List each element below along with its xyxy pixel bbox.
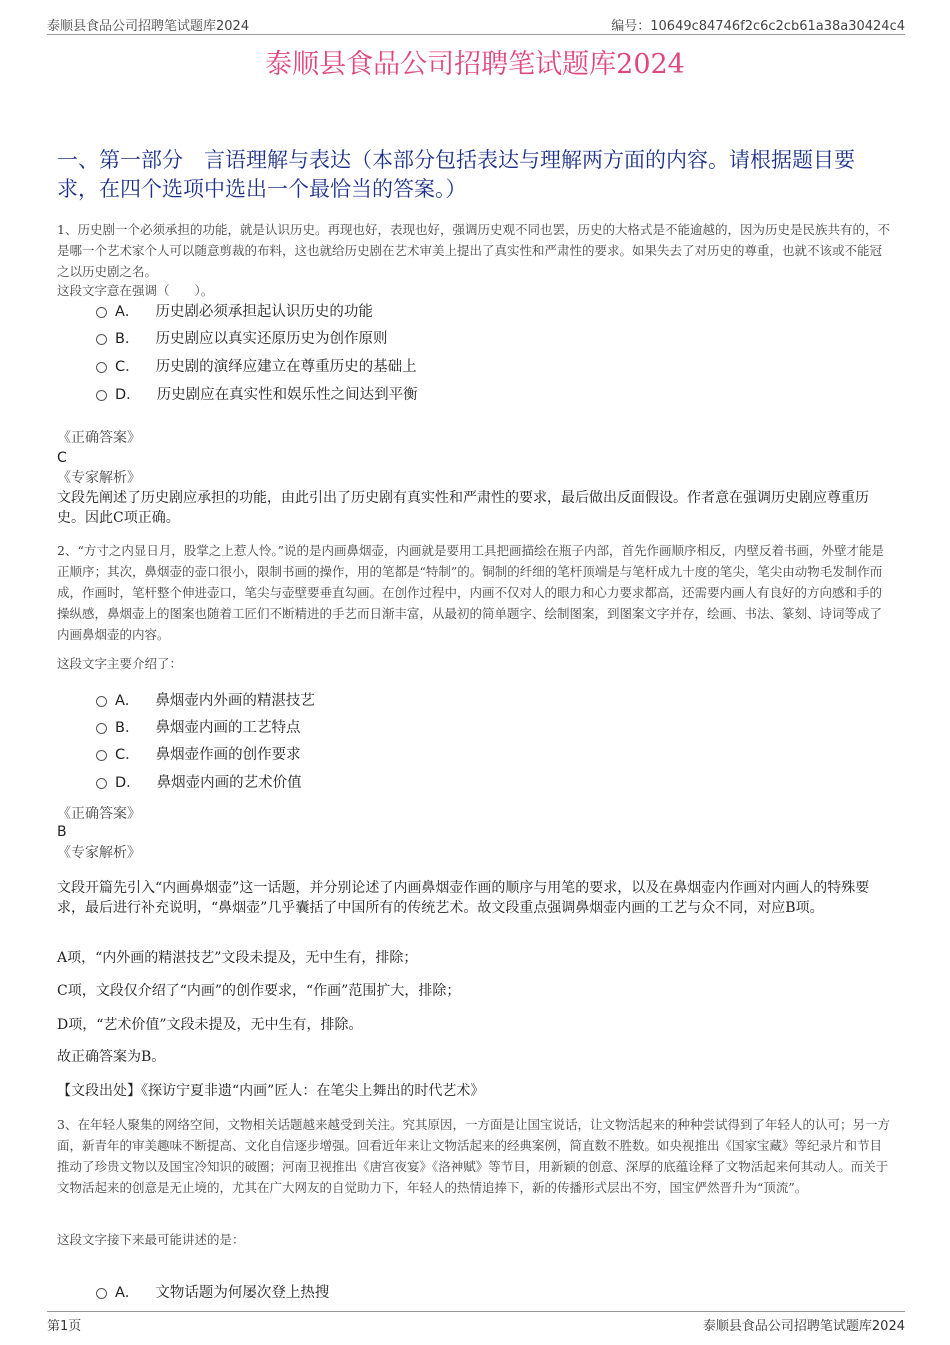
radio-icon[interactable] [96, 390, 107, 401]
page-header [47, 14, 905, 35]
option-text: 文物话题为何屡次登上热搜 [155, 1285, 330, 1301]
q1-analysis: 文段先阐述了历史剧应承担的功能，由此引出了历史剧有真实性和严肃性的要求，最后做出反面假设。作者意在强调历史剧应尊重历史。因此C项正确。 [57, 490, 869, 526]
q2-analysis: 文段开篇先引入“内画鼻烟壶”这一话题，并分别论述了内画鼻烟壶作画的顺序与用笔的要求，以及在鼻烟壶内作画对内画人的特殊要求，最后进行补充说明，“鼻烟壶”几乎囊括了中国所有的传统艺术。故文段重点强调鼻烟壶内画的工艺与众不同，对应B项。 [57, 880, 870, 916]
q2-option-a[interactable] [96, 690, 315, 712]
radio-icon[interactable] [96, 750, 107, 761]
q2-option-c[interactable] [96, 744, 301, 766]
q3-passage: 3、在年轻人聚集的网络空间，文物相关话题越来越受到关注。究其原因，一方面是让国宝说话，让文物活起来的种种尝试得到了年轻人的认可；另一方面，新青年的审美趣味不断提高、文化自信逐步增强。回看近年来让文物活起来的经典案例，简直数不胜数。如央视推出《国家宝藏》等纪录片和节目推动了珍贵文物以及国宝冷知识的破圈；河南卫视推出《唐宫夜宴》《洛神赋》等节目，用新颖的创意、深厚的底蕴诠释了文物活起来何其动人。而关于文物活起来的创意是无止境的，尤其在广大网友的自觉助力下，年轻人的热情追捧下，新的传播形式层出不穷，国宝俨然晋升为“顶流”。 [57, 1117, 890, 1195]
page-number: 第1页 [47, 1319, 82, 1334]
q2-answer: B [57, 824, 67, 840]
option-text: 历史剧应以真实还原历史为创作原则 [155, 331, 388, 347]
footer-doc-title: 泰顺县食品公司招聘笔试题库2024 [702, 1319, 905, 1334]
option-letter: C． [115, 747, 140, 763]
radio-icon[interactable] [96, 696, 107, 707]
option-letter: D． [115, 387, 141, 403]
option-text: 鼻烟壶内外画的精湛技艺 [155, 693, 315, 709]
q2-option-a-analysis: A项，“内外画的精湛技艺”文段未提及，无中生有，排除； [57, 950, 418, 966]
q3-option-a[interactable] [96, 1282, 329, 1304]
section-heading: 一、第一部分 言语理解与表达（本部分包括表达与理解两方面的内容。请根据题目要求，在四个选项中选出一个最恰当的答案。） [57, 148, 855, 201]
radio-icon[interactable] [96, 723, 107, 734]
q2-option-d[interactable] [96, 772, 302, 794]
q2-source: 【文段出处】《探访宁夏非遗“内画”匠人：在笔尖上舞出的时代艺术》 [57, 1083, 485, 1099]
q1-option-a[interactable] [96, 301, 373, 323]
radio-icon[interactable] [96, 1288, 107, 1299]
page-footer [47, 1311, 905, 1332]
q1-option-b[interactable] [96, 328, 387, 350]
option-letter: A． [115, 1285, 140, 1301]
page-title: 泰顺县食品公司招聘笔试题库2024 [265, 49, 685, 80]
radio-icon[interactable] [96, 362, 107, 373]
q2-analysis-label: 《专家解析》 [57, 845, 141, 861]
option-letter: B． [115, 331, 140, 347]
option-text: 历史剧应在真实性和娱乐性之间达到平衡 [156, 387, 418, 403]
option-letter: B． [115, 720, 140, 736]
radio-icon[interactable] [96, 334, 107, 345]
option-letter: A． [115, 304, 140, 320]
q1-analysis-label: 《专家解析》 [57, 470, 141, 486]
option-text: 鼻烟壶内画的工艺特点 [155, 720, 301, 736]
option-text: 鼻烟壶作画的创作要求 [155, 747, 301, 763]
q2-option-c-analysis: C项，文段仅介绍了“内画”的创作要求，“作画”范围扩大，排除； [57, 983, 461, 999]
option-text: 历史剧必须承担起认识历史的功能 [155, 304, 373, 320]
header-doc-title: 泰顺县食品公司招聘笔试题库2024 [47, 19, 250, 34]
q1-prompt: 这段文字意在强调（ ）。 [57, 283, 214, 298]
option-text: 鼻烟壶内画的艺术价值 [156, 775, 302, 791]
option-letter: A． [115, 693, 140, 709]
radio-icon[interactable] [96, 307, 107, 318]
q2-conclusion: 故正确答案为B。 [57, 1049, 166, 1065]
q3-prompt: 这段文字接下来最可能讲述的是： [57, 1232, 245, 1247]
option-letter: C． [115, 359, 140, 375]
q1-answer: C [57, 450, 67, 466]
q1-option-d[interactable] [96, 384, 418, 406]
q2-option-b[interactable] [96, 717, 300, 739]
q2-passage: 2、“方寸之内显日月，股掌之上惹人怜。”说的是内画鼻烟壶，内画就是要用工具把画描绘在瓶子内部，首先作画顺序相反，内壁反着书画，外壁才能是正顺序；其次，鼻烟壶的壶口很小，限制书画的操作，用的笔都是“特制”的。铜制的纤细的笔杆顶端是与笔杆成九十度的笔尖，笔尖由动物毛发制作而成，作画时，笔杆整个伸进壶口，笔尖与壶壁要垂直勾画。在创作过程中，内画不仅对人的眼力和心力要求都高，还需要内画人有良好的方向感和手的操纵感，鼻烟壶上的图案也随着工匠们不断精进的手艺而日渐丰富，从最初的简单题字、绘制图案，到图案文字并存，绘画、书法、篆刻、诗词等成了内画鼻烟壶的内容。 [57, 543, 884, 642]
q2-option-d-analysis: D项，“艺术价值”文段未提及，无中生有，排除。 [57, 1017, 363, 1033]
q1-option-c[interactable] [96, 356, 417, 378]
radio-icon[interactable] [96, 778, 107, 789]
option-text: 历史剧的演绎应建立在尊重历史的基础上 [155, 359, 417, 375]
header-doc-number: 编号：10649c84746f2c6c2cb61a38a30424c4 [611, 19, 905, 34]
q1-passage: 1、历史剧一个必须承担的功能，就是认识历史。再现也好，表现也好，强调历史观不同也罢，历史的大格式是不能逾越的，因为历史是民族共有的，不是哪一个艺术家个人可以随意剪裁的布料，这也就给历史剧在艺术审美上提出了真实性和严肃性的要求。如果失去了对历史的尊重，也就不该或不能冠之以历史剧之名。 [57, 222, 890, 279]
option-letter: D． [115, 775, 141, 791]
q2-answer-label: 《正确答案》 [57, 806, 141, 822]
q2-prompt: 这段文字主要介绍了： [57, 656, 183, 671]
q1-answer-label: 《正确答案》 [57, 430, 141, 446]
